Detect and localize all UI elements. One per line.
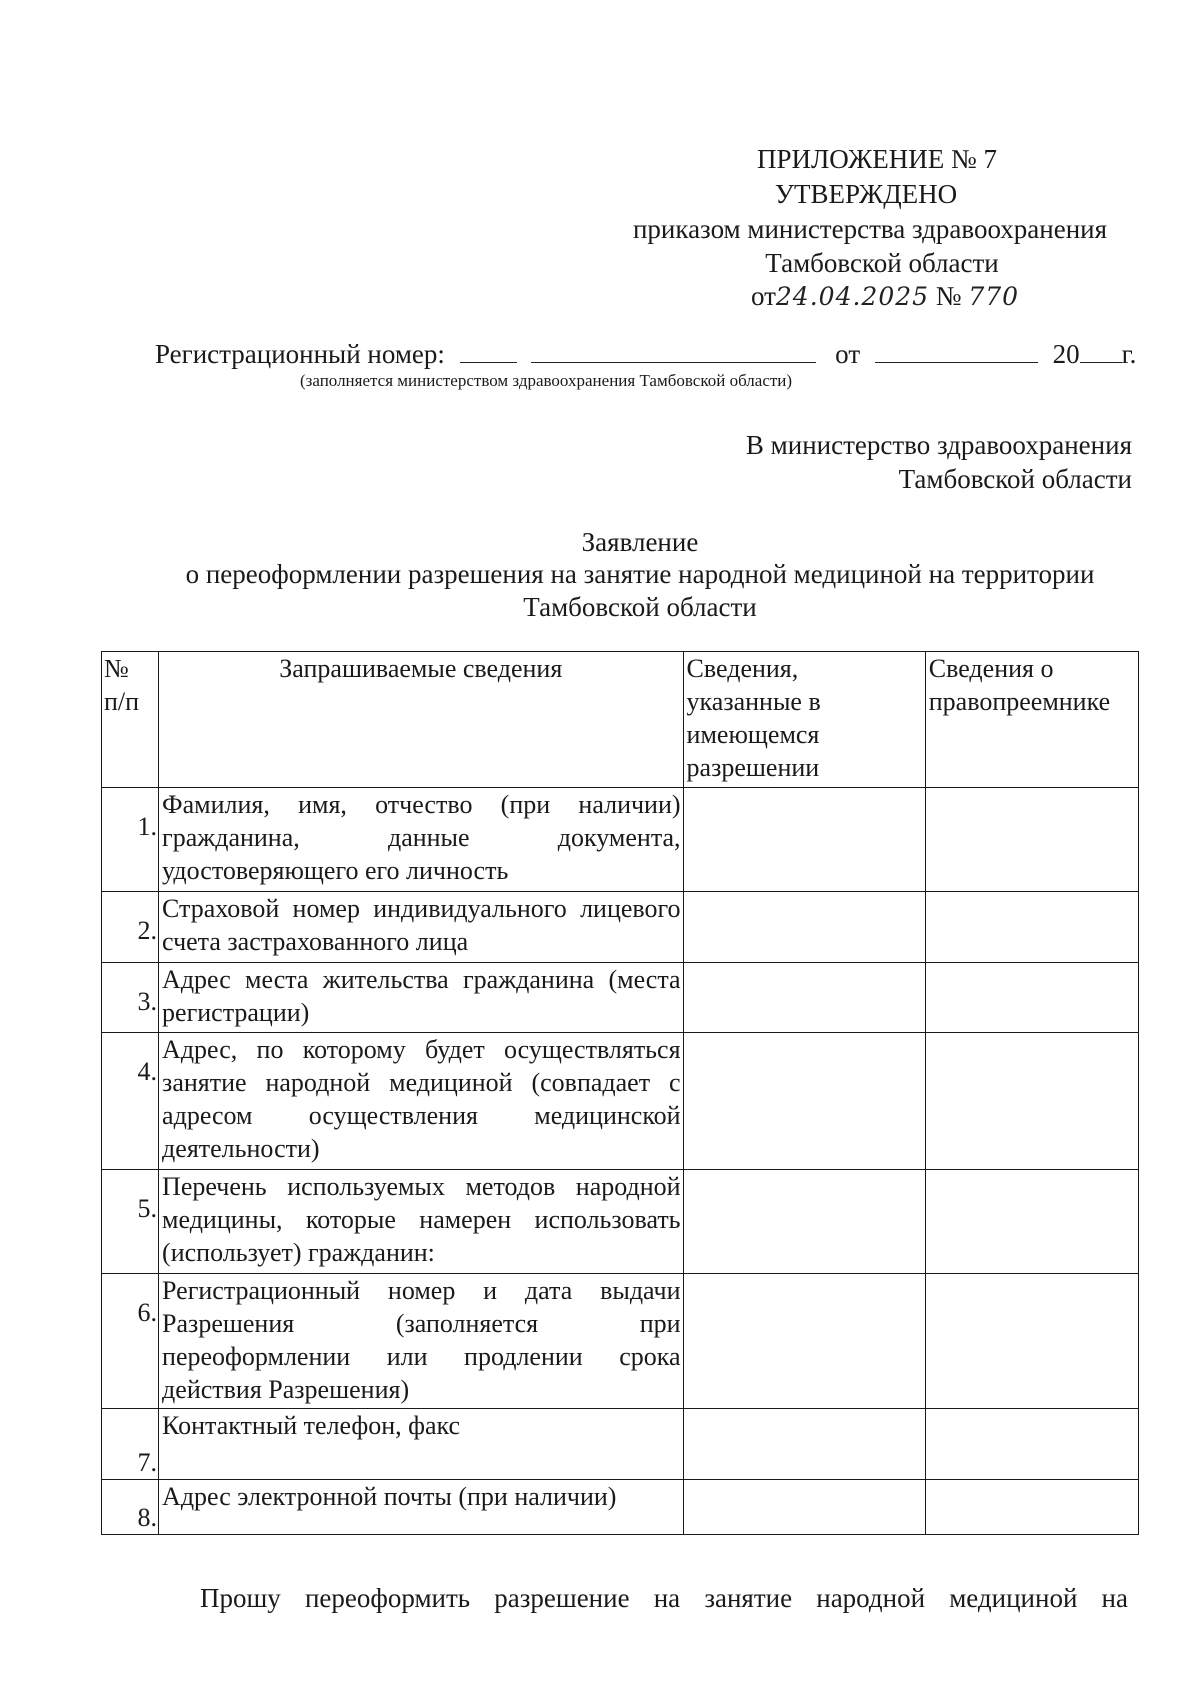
row-requested-text: Адрес электронной почты (при наличии) — [159, 1480, 684, 1535]
document-subtitle-line1: о переоформлении разрешения на занятие народной медициной на территории — [185, 559, 1095, 589]
handwritten-number: 770 — [968, 282, 1020, 311]
number-prefix: № — [935, 281, 962, 311]
registration-field-1[interactable] — [460, 338, 517, 363]
row-current-value[interactable] — [683, 1480, 925, 1535]
registration-date-field[interactable] — [875, 338, 1038, 363]
row-current-value[interactable] — [683, 963, 925, 1033]
row-number: 3. — [102, 963, 159, 1033]
registration-year-prefix: 20 — [1052, 339, 1080, 369]
header-requested — [159, 652, 684, 788]
row-number: 6. — [102, 1274, 159, 1409]
header-successor-line1: Сведения о — [928, 654, 1054, 683]
row-successor-value[interactable] — [925, 1170, 1138, 1274]
row-successor-value[interactable] — [925, 963, 1138, 1033]
header-number — [102, 652, 159, 788]
row-requested-text: Перечень используемых методов народной медицины, которые намерен использовать (использует) гражданин: — [159, 1170, 684, 1274]
row-successor-value[interactable] — [925, 1274, 1138, 1409]
row-requested-text: Адрес, по которому будет осуществляться занятие народной медициной (совпадает с адресом осуществления медицинской деятельности) — [159, 1033, 684, 1170]
table-row — [102, 963, 1139, 1033]
registration-note: (заполняется министерством здравоохранения Тамбовской области) — [300, 371, 793, 390]
order-date-line — [600, 278, 1130, 315]
header-current-line2: указанные в — [686, 687, 821, 716]
header-number-sign: № — [104, 654, 129, 683]
row-number: 5. — [102, 1170, 159, 1274]
handwritten-date: 24.04.2025 — [775, 282, 930, 311]
row-successor-value[interactable] — [925, 788, 1138, 892]
registration-year-suffix: г. — [1121, 339, 1137, 369]
row-number: 7. — [102, 1409, 159, 1480]
row-requested-text: Контактный телефон, факс — [159, 1409, 684, 1480]
addressee-line2: Тамбовской области — [898, 464, 1132, 494]
row-requested-text: Фамилия, имя, отчество (при наличии) гражданина, данные документа, удостоверяющего его личность — [159, 788, 684, 892]
header-current — [683, 652, 925, 788]
appendix-text: ПРИЛОЖЕНИЕ № 7 — [756, 144, 998, 174]
approved-text: УТВЕРЖДЕНО — [774, 179, 958, 209]
request-paragraph — [200, 1580, 1128, 1616]
approved-label — [600, 176, 1130, 212]
registration-from: от — [835, 339, 861, 369]
registration-year-field[interactable] — [1080, 338, 1122, 363]
addressee-line1: В министерство здравоохранения — [745, 430, 1132, 460]
row-number: 4. — [102, 1033, 159, 1170]
header-successor-line2: правопреемнике — [928, 687, 1111, 716]
document-subtitle-line2: Тамбовской области — [523, 592, 757, 622]
header-current-line1: Сведения, — [686, 654, 799, 683]
table-row — [102, 1033, 1139, 1170]
registration-label: Регистрационный номер: — [155, 339, 445, 369]
row-number: 8. — [102, 1480, 159, 1535]
row-successor-value[interactable] — [925, 1033, 1138, 1170]
table-row — [102, 1409, 1139, 1480]
header-number-label: п/п — [104, 687, 140, 716]
row-successor-value[interactable] — [925, 1409, 1138, 1480]
row-successor-value[interactable] — [925, 1480, 1138, 1535]
order-line2 — [600, 245, 1130, 281]
table-row — [102, 1480, 1139, 1535]
document-title: Заявление — [581, 527, 699, 557]
row-current-value[interactable] — [683, 892, 925, 963]
row-number: 2. — [102, 892, 159, 963]
table-row — [102, 1170, 1139, 1274]
row-successor-value[interactable] — [925, 892, 1138, 963]
row-current-value[interactable] — [683, 1170, 925, 1274]
row-current-value[interactable] — [683, 1409, 925, 1480]
row-requested-text: Адрес места жительства гражданина (места регистрации) — [159, 963, 684, 1033]
registration-line — [155, 336, 1136, 372]
row-current-value[interactable] — [683, 1033, 925, 1170]
table-header-row — [102, 652, 1139, 788]
appendix-label — [600, 141, 1130, 177]
registration-field-2[interactable] — [531, 338, 816, 363]
request-text: Прошу переоформить разрешение на занятие народной медициной на — [200, 1583, 1128, 1613]
table-row — [102, 788, 1139, 892]
row-requested-text: Регистрационный номер и дата выдачи Разрешения (заполняется при переоформлении или продлении срока действия Разрешения) — [159, 1274, 684, 1409]
header-current-line3: имеющемся — [686, 720, 820, 749]
row-requested-text: Страховой номер индивидуального лицевого счета застрахованного лица — [159, 892, 684, 963]
application-table — [101, 651, 1139, 1535]
order-line1: приказом министерства здравоохранения — [632, 214, 1108, 244]
row-current-value[interactable] — [683, 788, 925, 892]
row-number: 1. — [102, 788, 159, 892]
header-current-line4: разрешении — [686, 753, 820, 782]
order-line2-text: Тамбовской области — [765, 248, 999, 278]
table-row — [102, 892, 1139, 963]
date-prefix: от — [750, 281, 776, 311]
header-successor — [925, 652, 1138, 788]
row-current-value[interactable] — [683, 1274, 925, 1409]
table-row — [102, 1274, 1139, 1409]
header-requested-label: Запрашиваемые сведения — [279, 654, 563, 683]
